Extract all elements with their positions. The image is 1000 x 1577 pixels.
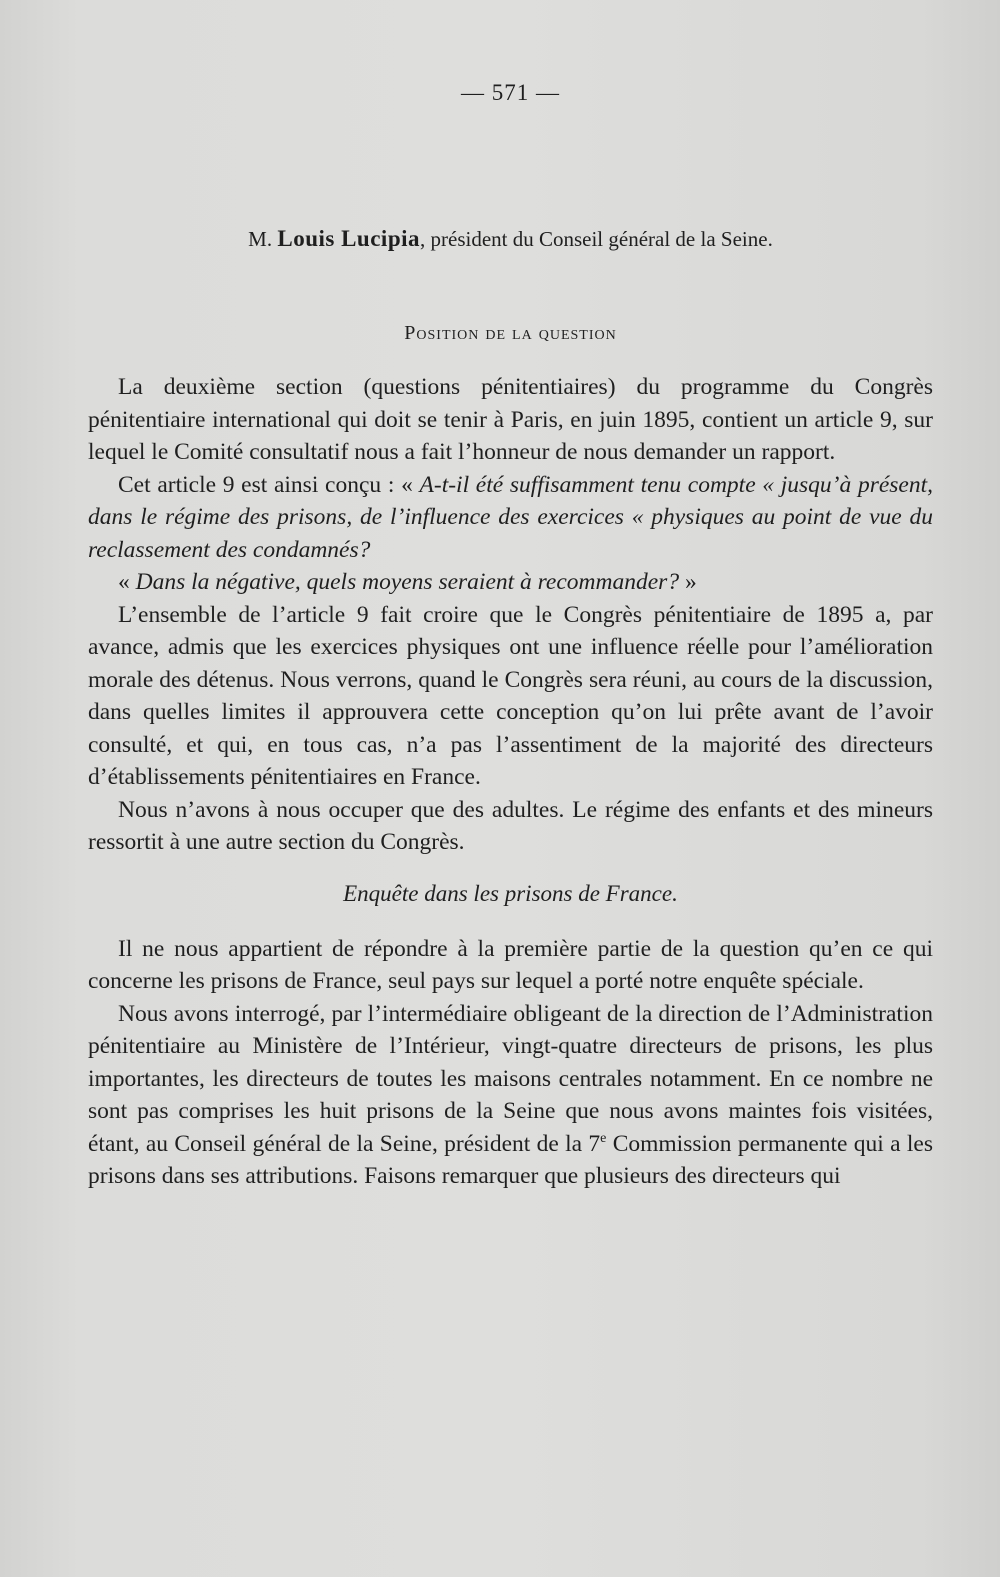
quote-open: «: [118, 569, 136, 595]
paragraph-7-end: Commission permanente qui a les prisons dans ses attributions. Faisons remarquer que plusieurs des directeurs qui: [88, 1130, 933, 1189]
subheading: Enquête dans les prisons de France.: [343, 880, 678, 906]
author-name: Louis Lucipia: [277, 226, 420, 251]
page-number: — 571 —: [461, 80, 560, 105]
paragraph-7: [88, 998, 933, 1193]
paragraph-5: Nous n’avons à nous occuper que des adultes. Le régime des enfants et des mineurs ressortit à une autre section du Congrès.: [88, 796, 933, 855]
author-prefix: M.: [248, 227, 278, 251]
author-line: [88, 226, 933, 252]
article-quote: A-t-il été suffisamment tenu compte « jusqu’à présent, dans le régime des prisons, de l’influence des exercices « physiques au point de vue du reclassement des condamnés?: [88, 471, 934, 563]
article-intro: Cet article 9 est ainsi conçu : «: [118, 471, 420, 498]
article-question: Dans la négative, quels moyens seraient à recommander?: [135, 569, 680, 595]
paragraph-2: [88, 469, 933, 567]
section-title: Position de la question: [404, 322, 617, 344]
superscript-e: e: [600, 1130, 607, 1146]
quote-close: »: [679, 569, 697, 595]
paragraph-6: Il ne nous appartient de répondre à la première partie de la question qu’en ce qui concerne les prisons de France, seul pays sur lequel a porté notre enquête spéciale.: [88, 935, 933, 994]
paragraph-1: La deuxième section (questions pénitentiaires) du programme du Congrès pénitentiaire international qui doit se tenir à Paris, en juin 1895, contient un article 9, sur lequel le Comité consultatif nous a fait l’honneur de nous demander un rapport.: [88, 374, 933, 465]
author-title: , président du Conseil général de la Seine.: [420, 227, 773, 251]
paragraph-4: L’ensemble de l’article 9 fait croire que le Congrès pénitentiaire de 1895 a, par avance, admis que les exercices physiques ont une influence réelle pour l’amélioration morale des détenus. Nous verrons, quand le Congrès sera réuni, au cours de la discussion, dans quelles limites il approuvera cette conception qu’on lui prête avant de l’avoir consulté, et qui, en tous cas, n’a pas l’assentiment de la majorité des directeurs d’établissements pénitentiaires en France.: [88, 601, 933, 790]
paragraph-3: [88, 566, 933, 599]
paragraph-7-start: Nous avons interrogé, par l’intermédiaire obligeant de la direction de l’Administration pénitentiaire au Ministère de l’Intérieur, vingt-quatre directeurs de prisons, les plus importantes, les directeurs de toutes les maisons centrales notamment. En ce nombre ne sont pas comprises les huit prisons de la Seine que nous avons maintes fois visitées, étant, au Conseil général de la Seine, président de la 7: [88, 1000, 933, 1157]
page-content: [88, 80, 933, 1193]
